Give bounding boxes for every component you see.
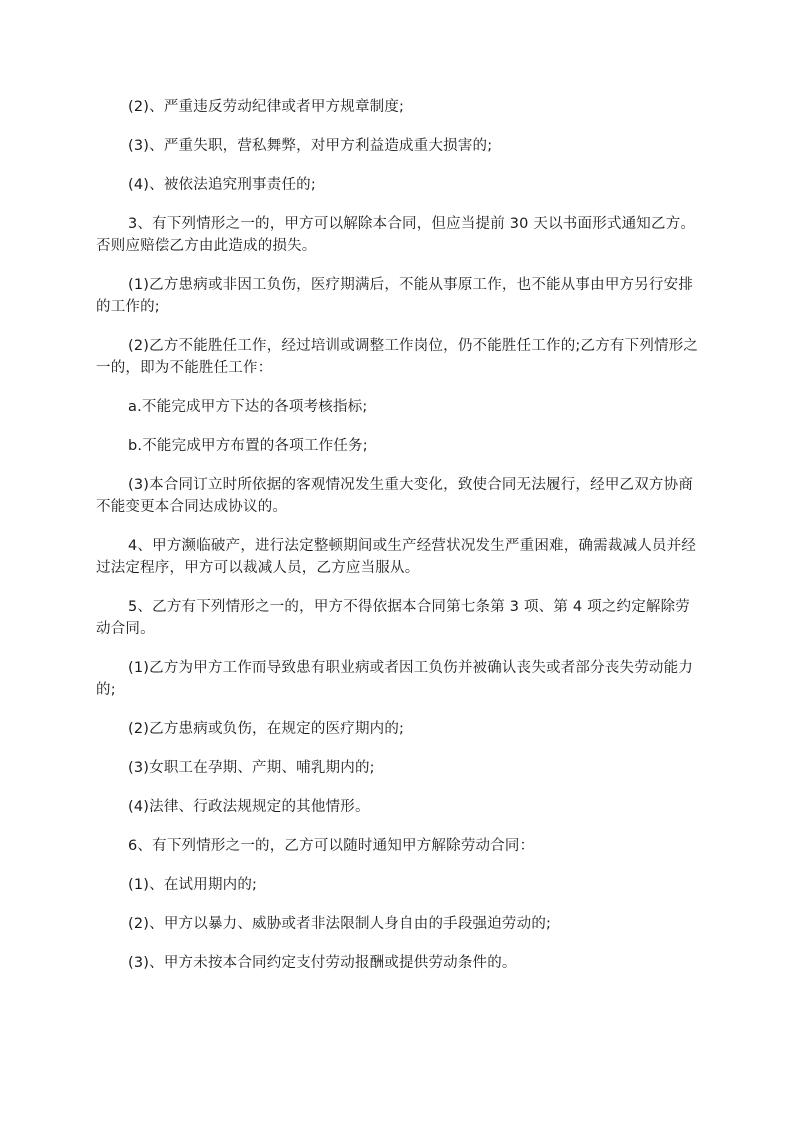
paragraph: (1)乙方患病或非因工负伤，医疗期满后，不能从事原工作，也不能从事由甲方另行安排的工作的; — [96, 277, 694, 315]
paragraph: (3)本合同订立时所依据的客观情况发生重大变化，致使合同无法履行，经甲乙双方协商不能变更本合同达成协议的。 — [96, 477, 694, 515]
paragraph: (2)、甲方以暴力、威胁或者非法限制人身自由的手段强迫劳动的; — [128, 916, 552, 932]
paragraph: b.不能完成甲方布置的各项工作任务; — [128, 438, 368, 454]
paragraph: (2)乙方不能胜任工作，经过培训或调整工作岗位，仍不能胜任工作的;乙方有下列情形之一的，即为不能胜任工作： — [96, 338, 699, 376]
paragraph: (2)乙方患病或负伤，在规定的医疗期内的; — [128, 721, 405, 737]
paragraph: (4)、被依法追究刑事责任的; — [128, 177, 316, 193]
paragraph: (3)、甲方未按本合同约定支付劳动报酬或提供劳动条件的。 — [128, 955, 517, 971]
paragraph: (1)、在试用期内的; — [128, 877, 258, 893]
paragraph: a.不能完成甲方下达的各项考核指标; — [128, 399, 368, 415]
paragraph: 4、甲方濒临破产，进行法定整顿期间或生产经营状况发生严重困难，确需裁减人员并经过法定程序，甲方可以裁减人员，乙方应当服从。 — [96, 538, 697, 576]
paragraph: (2)、严重违反劳动纪律或者甲方规章制度; — [128, 99, 405, 115]
paragraph: (3)、严重失职，营私舞弊，对甲方利益造成重大损害的; — [128, 138, 493, 154]
paragraph: (1)乙方为甲方工作而导致患有职业病或者因工负伤并被确认丧失或者部分丧失劳动能力的; — [96, 660, 694, 698]
paragraph: 6、有下列情形之一的，乙方可以随时通知甲方解除劳动合同： — [128, 838, 535, 854]
paragraph: 5、乙方有下列情形之一的，甲方不得依据本合同第七条第 3 项、第 4 项之约定解除劳动合同。 — [96, 599, 691, 637]
paragraph: 3、有下列情形之一的，甲方可以解除本合同，但应当提前 30 天以书面形式通知乙方。否则应赔偿乙方由此造成的损失。 — [96, 216, 696, 254]
paragraph: (3)女职工在孕期、产期、哺乳期内的; — [128, 760, 375, 776]
paragraph: (4)法律、行政法规规定的其他情形。 — [128, 799, 370, 815]
